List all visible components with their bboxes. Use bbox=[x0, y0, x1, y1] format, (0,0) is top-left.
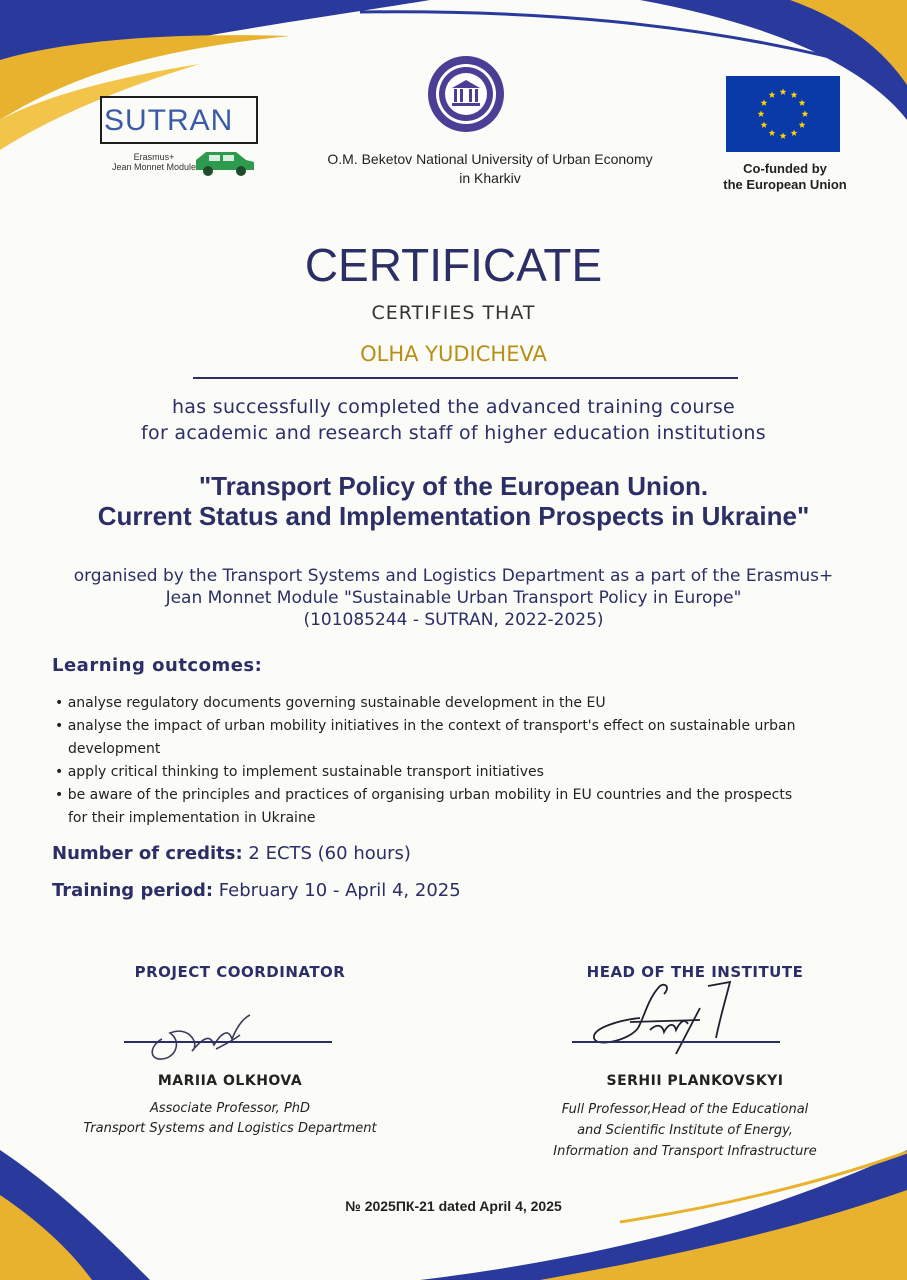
completion-line1: has successfully completed the advanced training course bbox=[171, 396, 736, 418]
university-emblem-icon bbox=[426, 54, 506, 134]
list-item: • apply critical thinking to implement sustainable transport initiatives bbox=[55, 761, 815, 784]
university-name bbox=[290, 150, 690, 188]
course-title-line2: Current Status and Implementation Prospects in Ukraine" bbox=[97, 501, 810, 531]
eu-caption-line2: the European Union bbox=[723, 177, 847, 192]
completion-line2: for academic and research staff of higher education institutions bbox=[141, 422, 766, 444]
credits-label: Number of credits: bbox=[52, 843, 243, 864]
period-value: February 10 - April 4, 2025 bbox=[218, 880, 461, 901]
coordinator-role-line1: Associate Professor, PhD bbox=[149, 1101, 311, 1116]
credits-line bbox=[52, 843, 411, 864]
head-role bbox=[535, 1099, 835, 1162]
period-line bbox=[52, 880, 461, 901]
coordinator-role-line2: Transport Systems and Logistics Department bbox=[83, 1121, 377, 1136]
university-name-line2: in Kharkiv bbox=[459, 170, 521, 186]
eu-caption-line1: Co-funded by bbox=[743, 161, 827, 176]
head-title: HEAD OF THE INSTITUTE bbox=[586, 963, 804, 981]
head-signature-icon bbox=[580, 978, 750, 1058]
head-signature-line bbox=[572, 1041, 780, 1043]
eu-cofunded-caption bbox=[705, 161, 865, 193]
certifies-that: CERTIFIES THAT bbox=[371, 302, 536, 324]
coordinator-title: PROJECT COORDINATOR bbox=[134, 963, 346, 981]
list-item: • analyse the impact of urban mobility initiatives in the context of transport's effect on sustainable urban development bbox=[55, 715, 815, 761]
coordinator-name: MARIIA OLKHOVA bbox=[157, 1073, 303, 1089]
recipient-name: OLHA YUDICHEVA bbox=[360, 342, 547, 366]
coordinator-signature-line bbox=[124, 1041, 332, 1043]
recipient-underline bbox=[193, 377, 738, 379]
learning-outcomes-list bbox=[55, 692, 815, 830]
certificate-title: CERTIFICATE bbox=[304, 239, 603, 291]
certificate-number: № 2025ПК-21 dated April 4, 2025 bbox=[345, 1198, 562, 1214]
sutran-subtitle-line2: Jean Monnet Module bbox=[111, 162, 197, 172]
sutran-subtitle bbox=[104, 152, 204, 172]
university-name-line1: O.M. Beketov National University of Urban Economy bbox=[327, 151, 653, 167]
learning-outcomes-heading: Learning outcomes: bbox=[52, 655, 263, 676]
head-role-line1: Full Professor,Head of the Educational bbox=[561, 1102, 809, 1117]
coordinator-role bbox=[60, 1099, 400, 1139]
organiser-line2: Jean Monnet Module "Sustainable Urban Transport Policy in Europe" bbox=[165, 588, 742, 608]
course-title-line1: "Transport Policy of the European Union. bbox=[198, 471, 709, 501]
organiser-statement bbox=[0, 565, 907, 631]
eu-flag-icon bbox=[726, 76, 840, 152]
list-item: • be aware of the principles and practices of organising urban mobility in EU countries and the prospects for their implementation in Ukraine bbox=[55, 784, 815, 830]
head-role-line2: and Scientific Institute of Energy, bbox=[577, 1123, 793, 1138]
list-item: • analyse regulatory documents governing sustainable development in the EU bbox=[55, 692, 815, 715]
course-title bbox=[0, 471, 907, 531]
organiser-line3: (101085244 - SUTRAN, 2022-2025) bbox=[303, 610, 604, 630]
coordinator-signature-icon bbox=[140, 1005, 270, 1065]
completion-statement bbox=[0, 394, 907, 446]
credits-value: 2 ECTS (60 hours) bbox=[248, 843, 411, 864]
organiser-line1: organised by the Transport Systems and Logistics Department as a part of the Erasmus+ bbox=[73, 566, 834, 586]
car-icon bbox=[192, 144, 258, 178]
sutran-subtitle-line1: Erasmus+ bbox=[133, 152, 175, 162]
head-role-line3: Information and Transport Infrastructure bbox=[553, 1144, 817, 1159]
period-label: Training period: bbox=[52, 880, 214, 901]
head-name: SERHII PLANKOVSKYI bbox=[606, 1073, 784, 1089]
sutran-logo-text: SUTRAN bbox=[104, 104, 234, 137]
